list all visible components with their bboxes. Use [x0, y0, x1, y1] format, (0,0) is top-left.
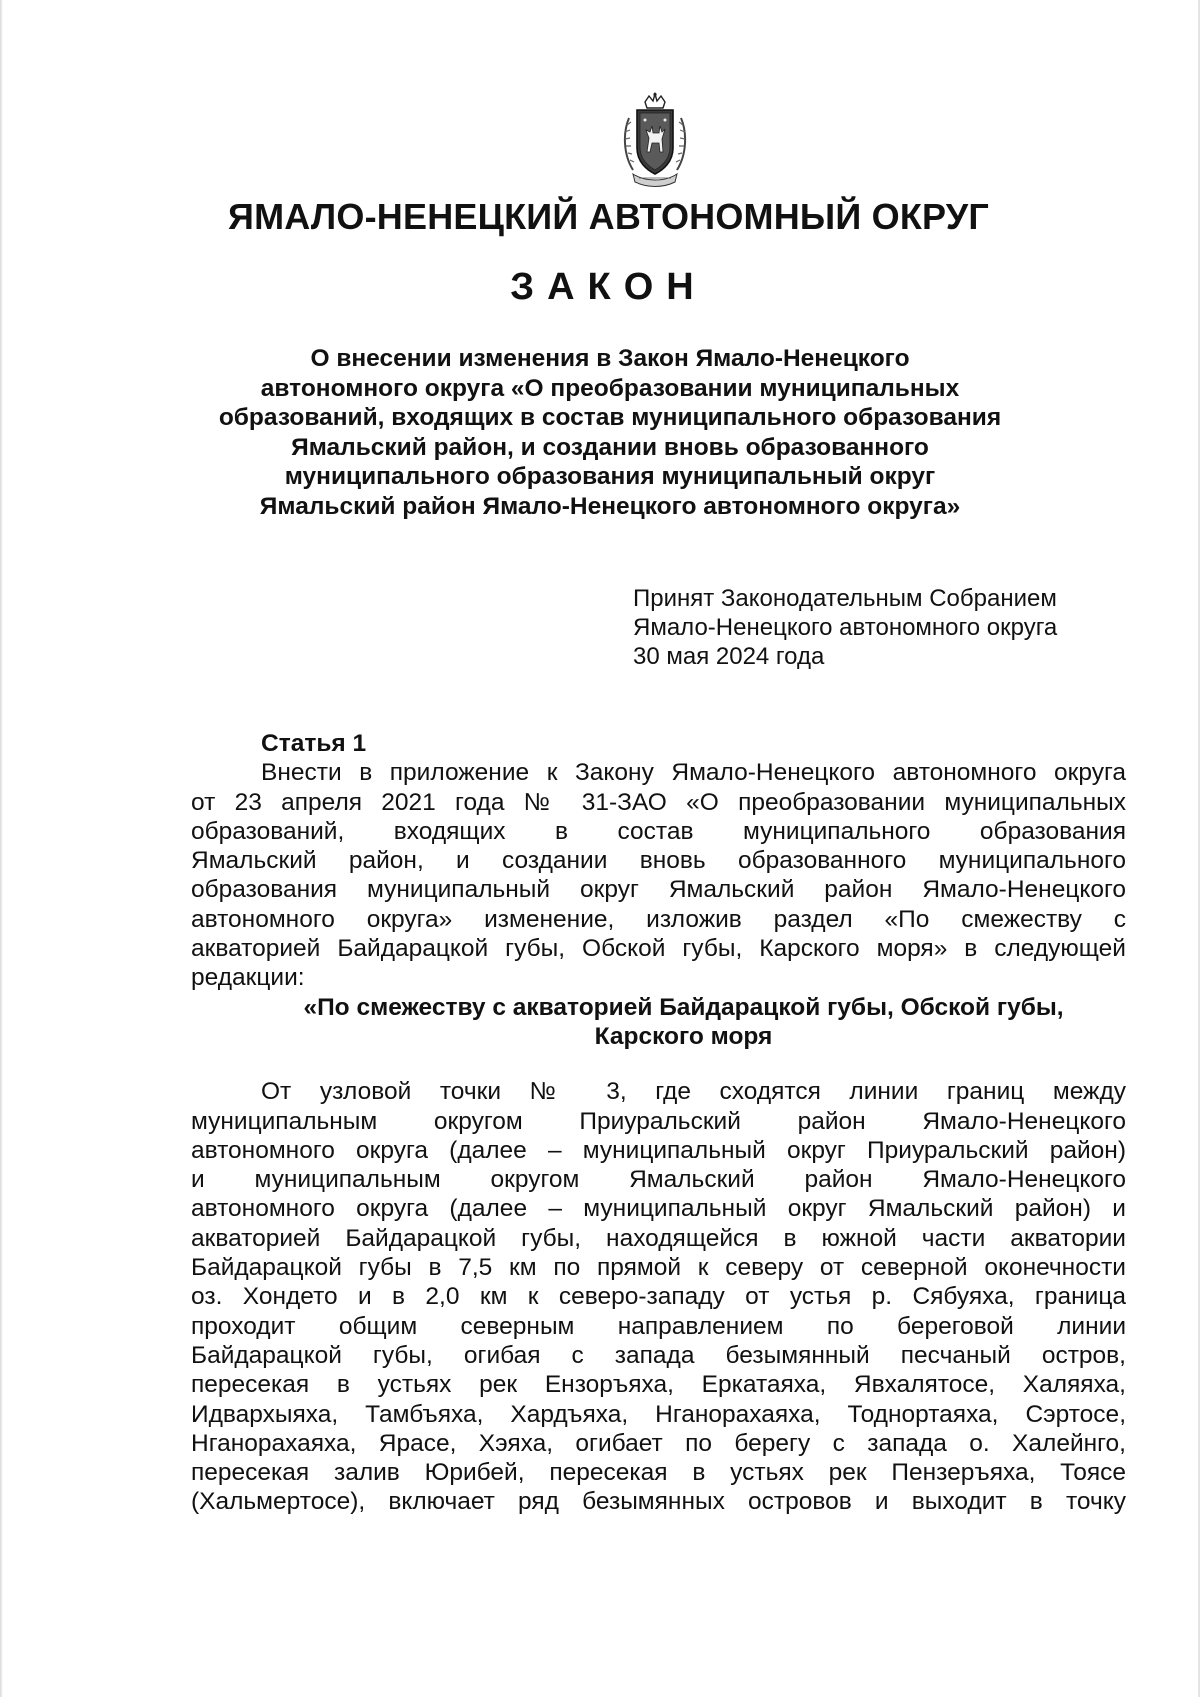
article-text-line: образований, входящих в состав муниципального образования: [191, 817, 1126, 845]
body-text-line: Байдарацкой губы в 7,5 км по прямой к северу от северной оконечности: [191, 1254, 1126, 1282]
law-subject-line: Ямальский район, и создании вновь образованного: [291, 433, 929, 461]
law-subject-line: образований, входящих в состав муниципального образования: [218, 404, 1002, 431]
body-text-line: пересекая в устьях рек Ензоръяха, Еркатаяха, Явхалятосе, Халяяха,: [191, 1371, 1126, 1399]
body-text-line: (Хальмертосе), включает ряд безымянных островов и выходит в точку: [191, 1488, 1126, 1516]
body-text-line: оз. Хондето и в 2,0 км к северо-западу от устья р. Сябуяха, граница: [191, 1283, 1126, 1311]
law-subject: [150, 344, 1070, 521]
section-title: Карского моря: [594, 1022, 773, 1050]
coat-of-arms-icon: [619, 92, 691, 188]
body-text-line: От узловой точки № 3, где сходятся линии границ между: [261, 1078, 1126, 1106]
article-text-line: акваторией Байдарацкой губы, Обской губы, Карского моря» в следующей: [191, 935, 1126, 963]
law-subject-line: муниципального образования муниципальный округ: [284, 463, 936, 490]
article-text-line: редакции:: [191, 964, 305, 992]
law-subject-line: О внесении изменения в Закон Ямало-Ненецкого: [310, 345, 910, 372]
section-title: «По смежеству с акваторией Байдарацкой губы, Обской губы,: [303, 993, 1064, 1021]
adoption-info: [633, 584, 1057, 671]
law-subject-line: автономного округа «О преобразовании муниципальных: [260, 374, 960, 402]
article-heading: Статья 1: [261, 730, 367, 757]
adoption-line: Ямало-Ненецкого автономного округа: [633, 614, 1058, 641]
document-type-title: ЗАКОН: [510, 266, 707, 308]
article-text-line: Внести в приложение к Закону Ямало-Ненецкого автономного округа: [261, 759, 1126, 787]
region-title: ЯМАЛО-НЕНЕЦКИЙ АВТОНОМНЫЙ ОКРУГ: [228, 196, 989, 237]
body-text-line: проходит общим северным направлением по береговой линии: [191, 1312, 1126, 1340]
article-text-line: от 23 апреля 2021 года № 31-ЗАО «О преобразовании муниципальных: [191, 788, 1126, 816]
article-text-line: Ямальский район, и создании вновь образованного муниципального: [191, 847, 1126, 875]
body-text-line: и муниципальным округом Ямальский район Ямало-Ненецкого: [191, 1166, 1126, 1194]
body-text-line: Нганорахаяха, Ярасе, Хэяха, огибает по берегу с запада о. Халейнго,: [191, 1429, 1126, 1457]
article-text-line: образования муниципальный округ Ямальский район Ямало-Ненецкого: [191, 876, 1126, 904]
body-text-line: муниципальным округом Приуральский район Ямало-Ненецкого: [191, 1107, 1126, 1135]
scan-edge: [0, 0, 3, 1697]
adoption-date: 30 мая 2024 года: [633, 643, 825, 670]
article-1: [191, 729, 1126, 1517]
body-text-line: пересекая залив Юрибей, пересекая в устьях рек Пензеръяха, Тоясе: [191, 1459, 1126, 1487]
body-text-line: акваторией Байдарацкой губы, находящейся в южной части акватории: [191, 1224, 1126, 1252]
body-text-line: Байдарацкой губы, огибая с запада безымянный песчаный остров,: [191, 1341, 1126, 1369]
body-text-line: автономного округа (далее – муниципальный округ Приуральский район): [191, 1136, 1126, 1164]
body-text-line: Идвархыяха, Тамбъяха, Хардъяха, Нганорахаяха, Тоднортаяха, Сэртосе,: [191, 1400, 1126, 1428]
body-text-line: автономного округа (далее – муниципальный округ Ямальский район) и: [191, 1195, 1126, 1223]
paragraph-gap: [191, 1051, 1126, 1077]
adoption-line: Принят Законодательным Собранием: [633, 585, 1057, 612]
article-text-line: автономного округа» изменение, изложив раздел «По смежеству с: [191, 905, 1126, 933]
law-subject-line: Ямальский район Ямало-Ненецкого автономного округа»: [259, 492, 961, 520]
